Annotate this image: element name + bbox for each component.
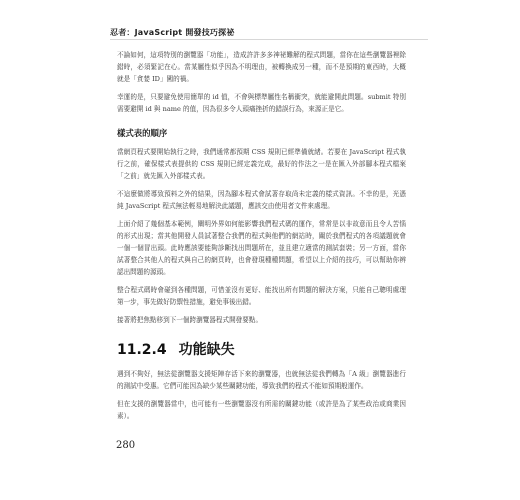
paragraph-7: 接著將把焦點移到下一個跨瀏覽器程式開發要點。 [117, 316, 263, 324]
paragraph-1: 不論如何，這項特別的瀏覽器「功能」，造成許許多多神祕難解的程式問題，當你在這些瀏覽器裡除錯時，必須緊記在心。當某屬性似乎因為不明理由，被轉換成另一種，而不是預期的東西時，大概就是「貪婪 ID」闖的禍。 [117, 51, 406, 83]
paragraph-9: 但在支援的瀏覽器當中，也可能有一些瀏覽器沒有所需的關鍵功能（或許是為了某些政治或商業因素）。 [117, 400, 406, 420]
paragraph-2: 幸運的是，只要避免使用簡單的 id 值，不會與標準屬性名稱衝突，就能避開此問題。submit 特別需要避開 id 與 name 的值，因為很多令人頭痛挫折的錯誤行為，來源正是它。 [117, 93, 406, 113]
running-header: 忍者：JavaScript 開發技巧探祕 [110, 28, 235, 37]
paragraph-8: 遇到不夠好，無法從瀏覽器支援矩陣存活下來的瀏覽器，也就無法從我們轉為「A 級」瀏覽器進行的測試中受惠。它們可能因為缺少某些關鍵功能，導致我們的程式不能如預期般運作。 [117, 370, 406, 390]
section-title: 功能缺失 [178, 342, 235, 358]
paragraph-6: 整合程式碼時會碰到各種問題，可惜並沒有更好、能找出所有問題的解決方案，只能自己聰明處理第一步，事先做好防禦性措施，避免事後出錯。 [117, 286, 406, 306]
page-body [117, 49, 406, 422]
section-number: 11.2.4 [117, 342, 167, 358]
page-number: 280 [116, 440, 136, 451]
subheading: 樣式表的順序 [117, 128, 168, 138]
paragraph-4: 不這麼做將導致預料之外的結果，因為腳本程式會試著存取尚未定義的樣式資訊。不幸的是，光憑純 JavaScript 程式無法輕易地解決此議題，應該交由使用者文件來處理。 [117, 190, 406, 210]
paragraph-3: 當網頁程式要開始執行之時，我們通常都預期 CSS 規則已經準備就緒。若要在 JavaScript 程式執行之前，確保樣式表提供的 CSS 規則已經定義完成，最好的作法之一是在匯入外部腳本程式檔案「之前」就先匯入外部樣式表。 [117, 148, 406, 180]
header-rule [110, 39, 428, 40]
paragraph-5: 上面介紹了幾個基本範例，闡明外界如何能影響我們程式碼的運作，常常是以非故意而且令人苦惱的形式出現；當其他開發人員試著整合我們的程式與他們的網站時，關於我們程式的各項議題就會一個一個冒出頭。此時應該要能夠診斷找出問題所在，並且建立適當的測試套裝；另一方面，當你試著整合其他人的程式與自己的網頁時，也會發現種種問題，希望以上介紹的技巧，可以幫助你辨認出問題的源頭。 [117, 220, 406, 276]
section-heading [117, 342, 406, 358]
